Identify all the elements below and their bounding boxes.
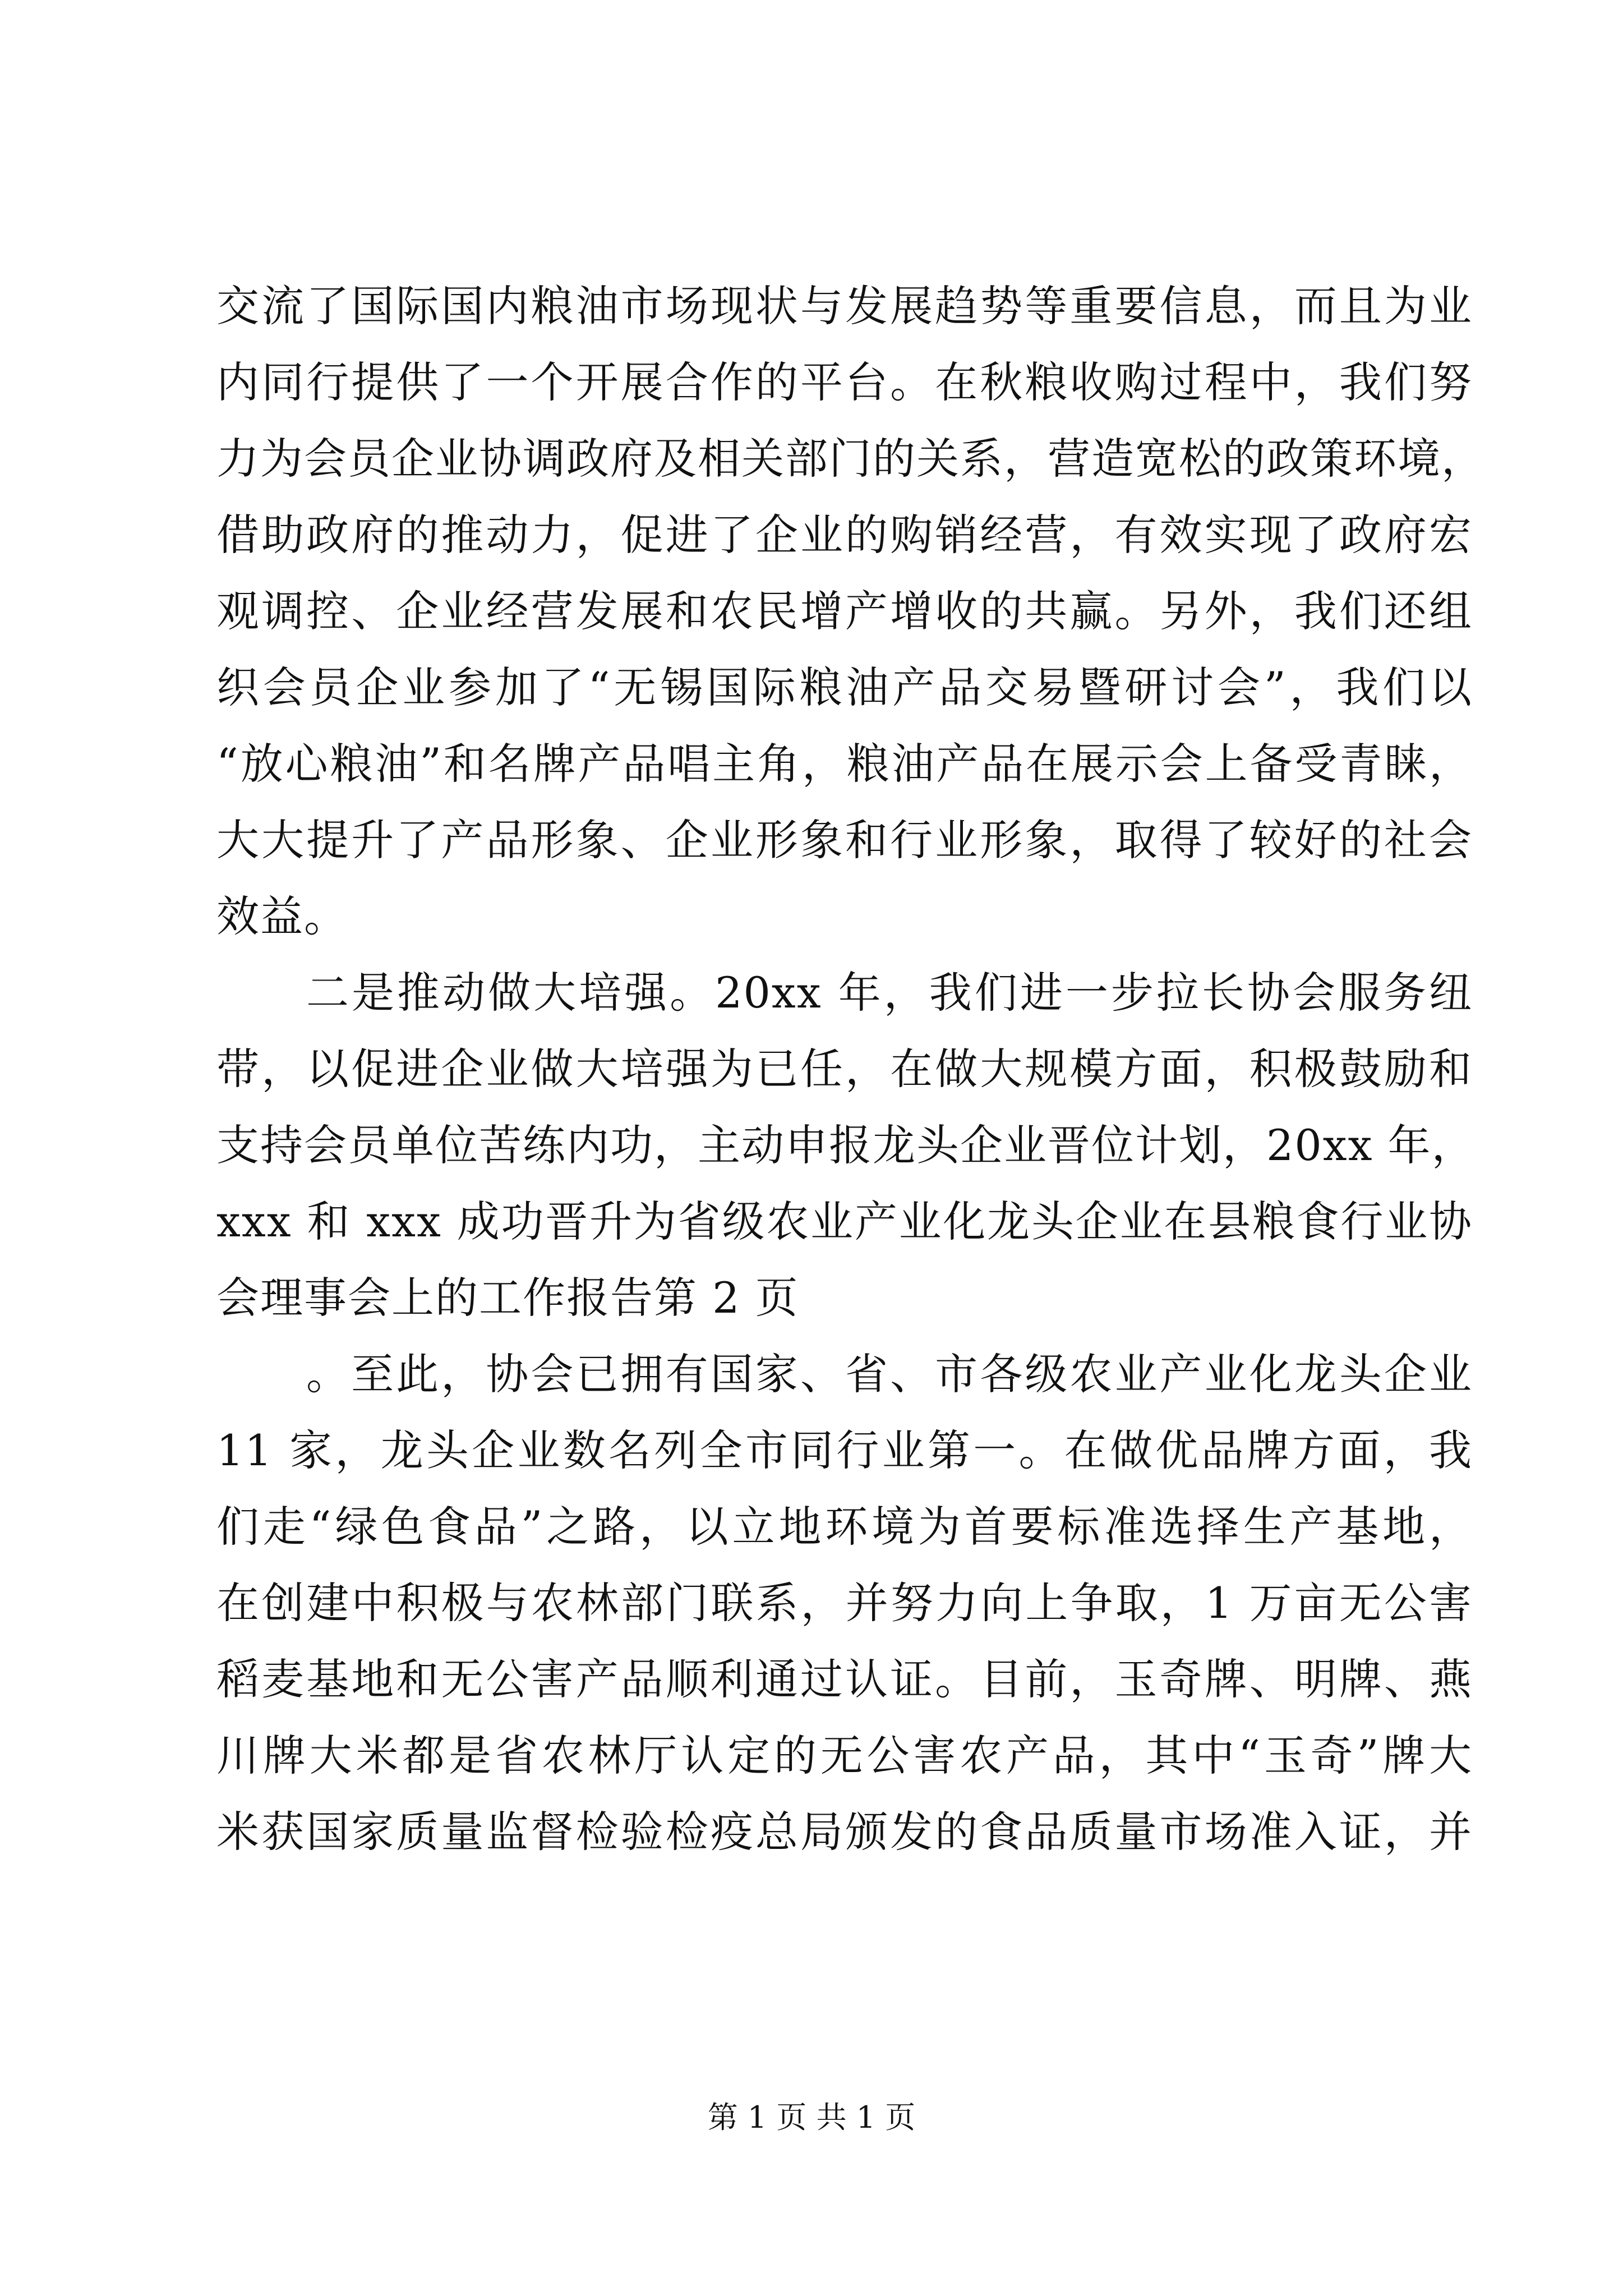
text-line: 内同行提供了一个开展合作的平台。在秋粮收购过程中，我们努 (216, 357, 1473, 407)
text-line: 会理事会上的工作报告第 2 页 (216, 1273, 799, 1323)
text-line: 借助政府的推动力，促进了企业的购销经营，有效实现了政府宏 (216, 510, 1473, 560)
text-line: 织会员企业参加了“无锡国际粮油产品交易暨研讨会”，我们以 (216, 662, 1473, 712)
text-line: 交流了国际国内粮油市场现状与发展趋势等重要信息，而且为业 (216, 281, 1473, 331)
text-line: 观调控、企业经营发展和农民增产增收的共赢。另外，我们还组 (216, 586, 1473, 636)
text-line: 11 家，龙头企业数名列全市同行业第一。在做优品牌方面，我 (216, 1425, 1473, 1475)
text-line: 稻麦基地和无公害产品顺利通过认证。目前，玉奇牌、明牌、燕 (216, 1654, 1473, 1704)
text-line: 力为会员企业协调政府及相关部门的关系，营造宽松的政策环境， (216, 434, 1485, 484)
text-line: “放心粮油”和名牌产品唱主角，粮油产品在展示会上备受青睐， (216, 739, 1473, 789)
text-line: 在创建中积极与农林部门联系，并努力向上争取，1 万亩无公害 (216, 1578, 1473, 1628)
page-number-label: 第 1 页 共 1 页 (707, 2100, 916, 2135)
body-text (216, 268, 1485, 1870)
text-line: 川牌大米都是省农林厅认定的无公害农产品，其中“玉奇”牌大 (216, 1731, 1473, 1780)
text-line: 支持会员单位苦练内功，主动申报龙头企业晋位计划，20xx 年， (216, 1120, 1476, 1170)
text-line-paragraph-start: 二是推动做大培强。20xx 年，我们进一步拉长协会服务纽 (306, 968, 1473, 1018)
text-line: 效益。 (216, 891, 348, 941)
page-footer (0, 2098, 1623, 2137)
text-line: 大大提升了产品形象、企业形象和行业形象，取得了较好的社会 (216, 815, 1473, 865)
text-line: xxx 和 xxx 成功晋升为省级农业产业化龙头企业在县粮食行业协 (216, 1197, 1473, 1246)
text-line: 米获国家质量监督检验检疫总局颁发的食品质量市场准入证，并 (216, 1807, 1473, 1857)
text-line-paragraph-start: 。至此，协会已拥有国家、省、市各级农业产业化龙头企业 (306, 1349, 1473, 1399)
text-line: 们走“绿色食品”之路，以立地环境为首要标准选择生产基地， (216, 1502, 1473, 1552)
text-line: 带，以促进企业做大培强为已任，在做大规模方面，积极鼓励和 (216, 1044, 1473, 1094)
